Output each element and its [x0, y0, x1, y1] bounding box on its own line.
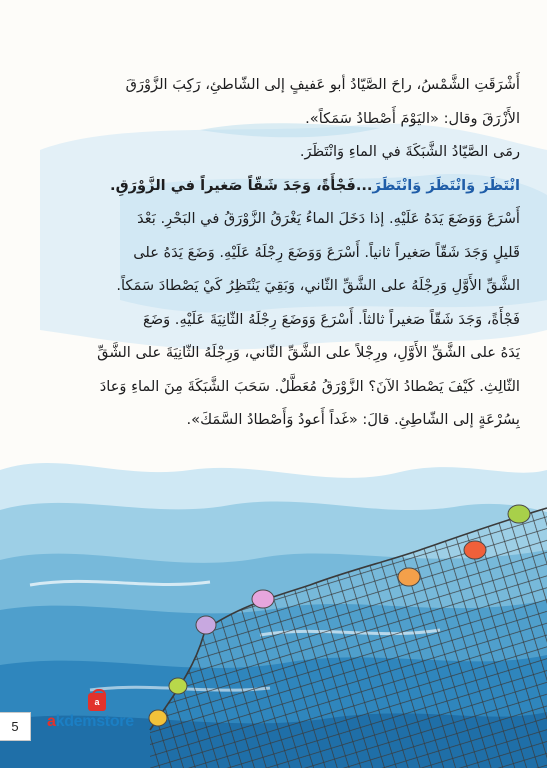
story-line-4-rest: ...فَجْأَةً، وَجَدَ شَقّاً صَغيراً في الزَّوْرَقِ.	[110, 176, 373, 194]
shopping-bag-icon: a	[88, 693, 106, 711]
page-number: 5	[0, 712, 31, 741]
float-4	[252, 590, 274, 608]
story-line-2: الأَزْرَقَ وقال: «اليَوْمَ أَصْطادُ سَمَكاً».	[305, 109, 520, 127]
story-line-7: الشَّقِّ الأَوَّلِ وَرِجْلَهُ على الشَّقِّ الثّاني، وَبَقِيَ يَنْتَظِرُ كَيْ يَصْطادَ سَمَكاً.	[116, 277, 520, 294]
story-line-10: الثّالِثِ. كَيْفَ يَصْطادُ الآنَ؟ الزَّوْرَقُ مُعَطَّلٌ. سَحَبَ الشَّبَكَةَ مِنَ الماءِ وَعادَ	[99, 377, 520, 395]
float-2	[464, 541, 486, 559]
float-5	[196, 616, 216, 634]
story-line-1: أَشْرَقَتِ الشَّمْسُ، راحَ الصَّيّادُ أبو عَفيفٍ إلى الشّاطئِ، رَكِبَ الزَّوْرَقَ	[125, 76, 520, 93]
story-line-11: بِسُرْعَةٍ إلى الشّاطِئِ. قالَ: «غَداً أَعودُ وَأَصْطادُ السَّمَكَ».	[186, 411, 520, 428]
story-line-4	[42, 169, 520, 203]
story-line-5: أَسْرَعَ وَوَضَعَ يَدَهُ عَلَيْهِ. إذا دَخَلَ الماءُ يَغْرَقُ الزَّوْرَقُ في البَحْرِ. بَعْدَ	[137, 210, 520, 227]
brand-rest: kdemstore	[55, 713, 134, 730]
brand-logo	[47, 693, 157, 741]
brand-prefix: a	[47, 713, 56, 730]
story-line-3: رمَى الصَّيّادُ الشَّبَكَةَ في الماءِ وَانْتَظَرَ.	[299, 143, 520, 160]
story-text	[42, 68, 520, 437]
float-3	[398, 568, 420, 586]
float-6	[169, 678, 187, 694]
float-1	[508, 505, 530, 523]
story-line-8: فَجْأَةً، وَجَدَ شَقّاً صَغيراً ثالثاً. أَسْرَعَ وَوَضَعَ رِجْلَهُ الثّانِيَةَ عَلَيْهِ. وَضَعَ	[142, 310, 520, 328]
story-line-6: قَليلٍ وَجَدَ شَقّاً صَغيراً ثانياً. أَسْرَعَ وَوَضَعَ رِجْلَهُ عَلَيْهِ. وَضَعَ يَدَهُ على	[133, 243, 520, 261]
story-line-4-lead: انْتَظَرَ وَانْتَظَرَ وَانْتَظَرَ	[372, 176, 520, 194]
brand-name	[47, 713, 134, 731]
story-line-9: يَدَهُ على الشَّقِّ الأَوَّلِ، ورِجْلاً على الشَّقِّ الثّاني، وَرِجْلَهُ الثّانِيَةَ على الشَّقِّ	[97, 344, 520, 361]
